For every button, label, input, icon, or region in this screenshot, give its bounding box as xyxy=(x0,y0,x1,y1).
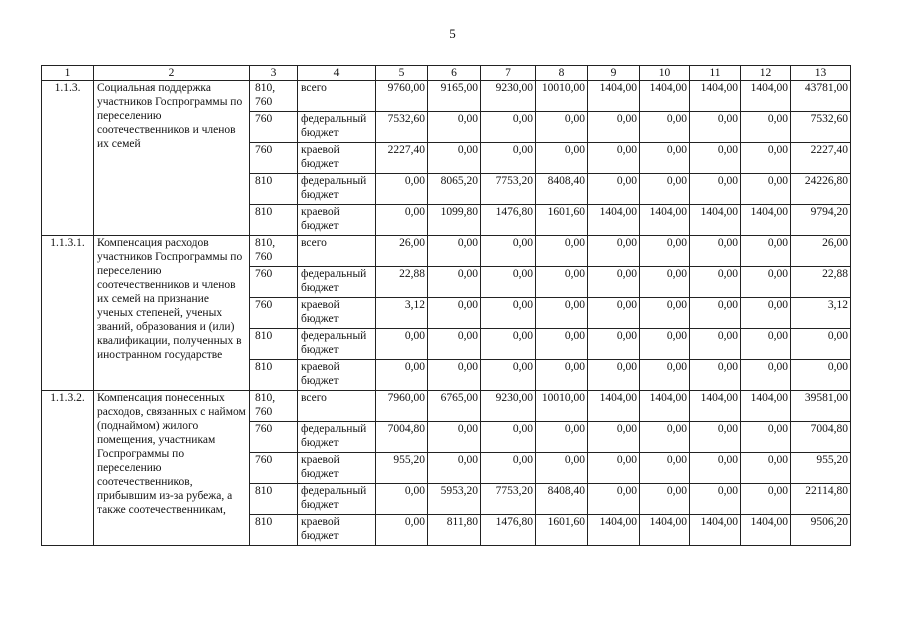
value-cell: 0,00 xyxy=(481,360,536,391)
value-cell: 0,00 xyxy=(741,267,791,298)
value-cell: 9794,20 xyxy=(791,205,851,236)
value-cell: 9165,00 xyxy=(428,81,481,112)
value-cell: 5953,20 xyxy=(428,484,481,515)
funding-source: всего xyxy=(298,236,376,267)
value-cell: 0,00 xyxy=(481,236,536,267)
value-cell: 1404,00 xyxy=(588,515,640,546)
table-row xyxy=(42,81,851,112)
value-cell: 0,00 xyxy=(690,267,741,298)
value-cell: 0,00 xyxy=(481,329,536,360)
value-cell: 0,00 xyxy=(428,112,481,143)
value-cell: 0,00 xyxy=(791,329,851,360)
value-cell: 22,88 xyxy=(791,267,851,298)
value-cell: 26,00 xyxy=(791,236,851,267)
funding-source: федеральный бюджет xyxy=(298,422,376,453)
value-cell: 0,00 xyxy=(690,453,741,484)
value-cell: 9230,00 xyxy=(481,391,536,422)
value-cell: 0,00 xyxy=(588,484,640,515)
value-cell: 1404,00 xyxy=(690,205,741,236)
value-cell: 0,00 xyxy=(690,112,741,143)
header-cell: 9 xyxy=(588,66,640,81)
value-cell: 811,80 xyxy=(428,515,481,546)
header-cell: 13 xyxy=(791,66,851,81)
value-cell: 0,00 xyxy=(428,329,481,360)
value-cell: 9760,00 xyxy=(376,81,428,112)
value-cell: 0,00 xyxy=(428,298,481,329)
value-cell: 3,12 xyxy=(376,298,428,329)
value-cell: 0,00 xyxy=(690,236,741,267)
value-cell: 7753,20 xyxy=(481,484,536,515)
value-cell: 0,00 xyxy=(640,329,690,360)
funding-source: краевой бюджет xyxy=(298,298,376,329)
value-cell: 0,00 xyxy=(376,515,428,546)
value-cell: 0,00 xyxy=(588,298,640,329)
value-cell: 0,00 xyxy=(741,360,791,391)
value-cell: 0,00 xyxy=(640,236,690,267)
header-row xyxy=(42,66,851,81)
value-cell: 9506,20 xyxy=(791,515,851,546)
budget-table xyxy=(41,65,851,546)
funding-source: федеральный бюджет xyxy=(298,174,376,205)
value-cell: 0,00 xyxy=(741,422,791,453)
value-cell: 0,00 xyxy=(741,484,791,515)
budget-code: 760 xyxy=(250,112,298,143)
item-number: 1.1.3.2. xyxy=(42,391,94,546)
value-cell: 3,12 xyxy=(791,298,851,329)
value-cell: 0,00 xyxy=(536,267,588,298)
table-row xyxy=(42,391,851,422)
value-cell: 0,00 xyxy=(376,205,428,236)
value-cell: 0,00 xyxy=(428,422,481,453)
value-cell: 0,00 xyxy=(481,453,536,484)
value-cell: 1404,00 xyxy=(741,515,791,546)
value-cell: 0,00 xyxy=(481,422,536,453)
value-cell: 0,00 xyxy=(428,453,481,484)
value-cell: 0,00 xyxy=(741,236,791,267)
value-cell: 0,00 xyxy=(690,329,741,360)
value-cell: 7960,00 xyxy=(376,391,428,422)
value-cell: 1404,00 xyxy=(690,81,741,112)
value-cell: 0,00 xyxy=(536,360,588,391)
budget-code: 810, 760 xyxy=(250,236,298,267)
value-cell: 0,00 xyxy=(640,453,690,484)
value-cell: 0,00 xyxy=(640,143,690,174)
value-cell: 1404,00 xyxy=(741,391,791,422)
value-cell: 0,00 xyxy=(690,360,741,391)
value-cell: 0,00 xyxy=(741,298,791,329)
value-cell: 0,00 xyxy=(588,360,640,391)
value-cell: 1476,80 xyxy=(481,205,536,236)
value-cell: 0,00 xyxy=(536,329,588,360)
value-cell: 1404,00 xyxy=(640,391,690,422)
value-cell: 0,00 xyxy=(640,298,690,329)
funding-source: федеральный бюджет xyxy=(298,484,376,515)
table-row xyxy=(42,236,851,267)
value-cell: 0,00 xyxy=(376,484,428,515)
value-cell: 1601,60 xyxy=(536,515,588,546)
value-cell: 0,00 xyxy=(640,174,690,205)
budget-code: 760 xyxy=(250,422,298,453)
value-cell: 1404,00 xyxy=(640,205,690,236)
value-cell: 7532,60 xyxy=(791,112,851,143)
value-cell: 0,00 xyxy=(481,267,536,298)
value-cell: 0,00 xyxy=(588,174,640,205)
value-cell: 0,00 xyxy=(690,143,741,174)
budget-code: 760 xyxy=(250,298,298,329)
funding-source: краевой бюджет xyxy=(298,515,376,546)
value-cell: 43781,00 xyxy=(791,81,851,112)
value-cell: 1404,00 xyxy=(741,205,791,236)
value-cell: 0,00 xyxy=(428,360,481,391)
value-cell: 0,00 xyxy=(741,174,791,205)
value-cell: 6765,00 xyxy=(428,391,481,422)
value-cell: 7753,20 xyxy=(481,174,536,205)
item-number: 1.1.3. xyxy=(42,81,94,236)
funding-source: федеральный бюджет xyxy=(298,267,376,298)
header-cell: 4 xyxy=(298,66,376,81)
budget-code: 810 xyxy=(250,329,298,360)
header-cell: 5 xyxy=(376,66,428,81)
value-cell: 1476,80 xyxy=(481,515,536,546)
value-cell: 8065,20 xyxy=(428,174,481,205)
value-cell: 2227,40 xyxy=(376,143,428,174)
value-cell: 0,00 xyxy=(741,329,791,360)
value-cell: 0,00 xyxy=(690,298,741,329)
value-cell: 0,00 xyxy=(481,298,536,329)
item-description: Социальная поддержка участников Госпрограммы по переселению соотечественников и членов их семей xyxy=(94,81,250,236)
budget-code: 810 xyxy=(250,515,298,546)
value-cell: 22,88 xyxy=(376,267,428,298)
value-cell: 1404,00 xyxy=(588,81,640,112)
budget-code: 760 xyxy=(250,267,298,298)
funding-source: краевой бюджет xyxy=(298,205,376,236)
funding-source: краевой бюджет xyxy=(298,143,376,174)
budget-code: 810 xyxy=(250,484,298,515)
value-cell: 0,00 xyxy=(640,422,690,453)
value-cell: 0,00 xyxy=(588,267,640,298)
value-cell: 0,00 xyxy=(376,360,428,391)
value-cell: 0,00 xyxy=(536,112,588,143)
value-cell: 22114,80 xyxy=(791,484,851,515)
value-cell: 1404,00 xyxy=(741,81,791,112)
value-cell: 0,00 xyxy=(588,422,640,453)
value-cell: 2227,40 xyxy=(791,143,851,174)
value-cell: 0,00 xyxy=(588,112,640,143)
header-cell: 7 xyxy=(481,66,536,81)
value-cell: 0,00 xyxy=(588,143,640,174)
value-cell: 0,00 xyxy=(536,298,588,329)
value-cell: 1404,00 xyxy=(640,515,690,546)
value-cell: 0,00 xyxy=(640,267,690,298)
value-cell: 24226,80 xyxy=(791,174,851,205)
value-cell: 0,00 xyxy=(376,329,428,360)
value-cell: 0,00 xyxy=(481,143,536,174)
item-description: Компенсация понесенных расходов, связанных с наймом (поднаймом) жилого помещения, участникам Госпрограммы по переселению соотечественников, прибывшим из-за рубежа, а также соотечественникам, xyxy=(94,391,250,546)
value-cell: 7004,80 xyxy=(376,422,428,453)
value-cell: 0,00 xyxy=(640,360,690,391)
value-cell: 26,00 xyxy=(376,236,428,267)
value-cell: 1404,00 xyxy=(640,81,690,112)
header-cell: 10 xyxy=(640,66,690,81)
budget-code: 810, 760 xyxy=(250,81,298,112)
value-cell: 0,00 xyxy=(588,329,640,360)
value-cell: 0,00 xyxy=(588,236,640,267)
header-cell: 12 xyxy=(741,66,791,81)
value-cell: 0,00 xyxy=(690,174,741,205)
value-cell: 0,00 xyxy=(690,484,741,515)
funding-source: всего xyxy=(298,391,376,422)
value-cell: 9230,00 xyxy=(481,81,536,112)
funding-source: федеральный бюджет xyxy=(298,329,376,360)
value-cell: 1099,80 xyxy=(428,205,481,236)
value-cell: 0,00 xyxy=(376,174,428,205)
value-cell: 0,00 xyxy=(481,112,536,143)
item-number: 1.1.3.1. xyxy=(42,236,94,391)
value-cell: 0,00 xyxy=(741,453,791,484)
item-description: Компенсация расходов участников Госпрограммы по переселению соотечественников и членов их семей на признание ученых степеней, ученых званий, образования и (или) квалификации, полученных в иностранном государстве xyxy=(94,236,250,391)
value-cell: 10010,00 xyxy=(536,81,588,112)
value-cell: 1404,00 xyxy=(588,205,640,236)
value-cell: 0,00 xyxy=(741,112,791,143)
value-cell: 0,00 xyxy=(588,453,640,484)
value-cell: 0,00 xyxy=(428,143,481,174)
value-cell: 0,00 xyxy=(741,143,791,174)
header-cell: 8 xyxy=(536,66,588,81)
value-cell: 7004,80 xyxy=(791,422,851,453)
funding-source: всего xyxy=(298,81,376,112)
value-cell: 39581,00 xyxy=(791,391,851,422)
funding-source: краевой бюджет xyxy=(298,453,376,484)
value-cell: 1404,00 xyxy=(690,391,741,422)
value-cell: 1404,00 xyxy=(588,391,640,422)
header-cell: 1 xyxy=(42,66,94,81)
funding-source: краевой бюджет xyxy=(298,360,376,391)
funding-source: федеральный бюджет xyxy=(298,112,376,143)
budget-code: 810 xyxy=(250,360,298,391)
value-cell: 0,00 xyxy=(690,422,741,453)
value-cell: 0,00 xyxy=(536,422,588,453)
budget-code: 810 xyxy=(250,174,298,205)
value-cell: 8408,40 xyxy=(536,174,588,205)
value-cell: 0,00 xyxy=(536,236,588,267)
value-cell: 0,00 xyxy=(428,267,481,298)
value-cell: 8408,40 xyxy=(536,484,588,515)
page-number: 5 xyxy=(449,26,456,41)
value-cell: 0,00 xyxy=(428,236,481,267)
value-cell: 10010,00 xyxy=(536,391,588,422)
value-cell: 1404,00 xyxy=(690,515,741,546)
budget-code: 760 xyxy=(250,453,298,484)
budget-code: 810, 760 xyxy=(250,391,298,422)
value-cell: 0,00 xyxy=(536,453,588,484)
header-cell: 3 xyxy=(250,66,298,81)
value-cell: 0,00 xyxy=(536,143,588,174)
value-cell: 1601,60 xyxy=(536,205,588,236)
value-cell: 955,20 xyxy=(376,453,428,484)
value-cell: 0,00 xyxy=(640,484,690,515)
header-cell: 2 xyxy=(94,66,250,81)
header-cell: 11 xyxy=(690,66,741,81)
value-cell: 7532,60 xyxy=(376,112,428,143)
value-cell: 955,20 xyxy=(791,453,851,484)
header-cell: 6 xyxy=(428,66,481,81)
budget-code: 760 xyxy=(250,143,298,174)
budget-code: 810 xyxy=(250,205,298,236)
value-cell: 0,00 xyxy=(640,112,690,143)
value-cell: 0,00 xyxy=(791,360,851,391)
